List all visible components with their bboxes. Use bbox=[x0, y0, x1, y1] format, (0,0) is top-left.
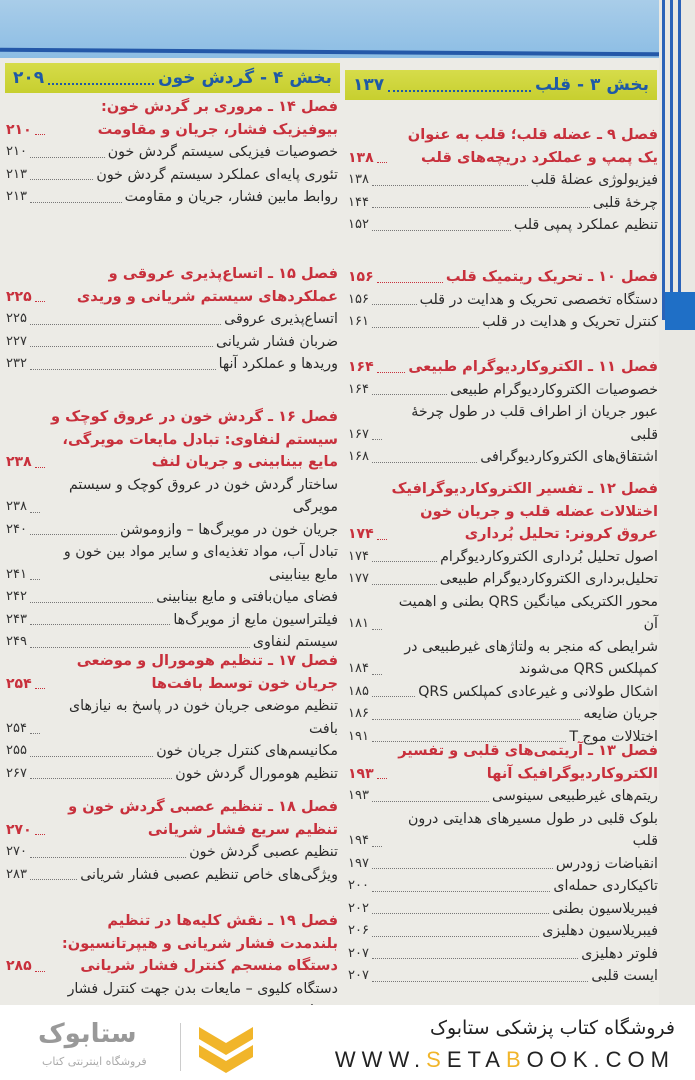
section-entry-title: ضربان فشار شریانی bbox=[216, 333, 338, 350]
page-number: ۱۹۴ bbox=[348, 833, 369, 848]
page-number: ۲۳۸ bbox=[6, 454, 32, 470]
page-number: ۱۳۸ bbox=[348, 149, 374, 166]
section-entry-title: روابط مابین فشار، جریان و مقاومت bbox=[124, 189, 338, 205]
store-name: فروشگاه کتاب پزشکی ستابوک bbox=[429, 1017, 675, 1039]
chapter-entry-title: فصل ۱۲ ـ تفسیر الکتروکاردیوگرافیک اختلالات عضله قلب و جریان خون عروق کرونر: تحلیل بُرداری bbox=[391, 480, 658, 542]
page-number: ۲۰۷ bbox=[348, 968, 369, 983]
section-entry-title: دستگاه تخصصی تحریک و هدایت در قلب bbox=[419, 291, 658, 308]
section-entry[interactable] bbox=[6, 164, 338, 187]
section-entry-title: ساختار گردش خون در عروق کوچک و سیستم مویرگی bbox=[68, 476, 338, 515]
section-entry-title: وریدها و عملکرد آنها bbox=[218, 356, 338, 372]
section-entry-title: فیزیولوژی عضلهٔ قلب bbox=[530, 172, 658, 188]
dot-leader bbox=[377, 372, 406, 373]
section-entry[interactable] bbox=[348, 214, 658, 237]
page-number: ۲۲۵ bbox=[6, 288, 32, 305]
chapter-block bbox=[6, 263, 338, 376]
section-entry[interactable] bbox=[6, 141, 338, 164]
section-entry[interactable] bbox=[348, 875, 658, 898]
dot-leader bbox=[377, 282, 443, 283]
section-entry-title: تئوری پایه‌ای عملکرد سیستم گردش خون bbox=[96, 166, 338, 183]
section-entry-title: تنظیم عملکرد پمپی قلب bbox=[513, 217, 658, 233]
section-entry[interactable] bbox=[6, 740, 338, 763]
dot-leader bbox=[35, 971, 45, 972]
section-entry[interactable] bbox=[6, 353, 338, 376]
section-entry-title: سیستم لنفاوی bbox=[252, 634, 338, 650]
section-entry[interactable] bbox=[6, 541, 338, 586]
dot-leader bbox=[372, 185, 528, 186]
section-entry-title: کنترل تحریک و هدایت در قلب bbox=[482, 314, 658, 330]
section-entry-title: ریتم‌های غیرطبیعی سینوسی bbox=[492, 788, 658, 804]
dot-leader bbox=[372, 304, 417, 305]
dot-leader bbox=[30, 324, 221, 325]
section-entry-title: تبادل آب، مواد تغذیه‌ای و سایر مواد بین خون و مایع بینابینی bbox=[63, 544, 338, 583]
chapter-entry-title: فصل ۱۷ ـ تنظیم هومورال و موضعی جریان خون توسط بافت‌ها bbox=[76, 652, 338, 692]
page-number: ۲۳۸ bbox=[6, 499, 27, 514]
section-entry-title: ایست قلبی bbox=[591, 968, 658, 984]
page-number: ۲۱۳ bbox=[6, 189, 27, 204]
dot-leader bbox=[372, 958, 578, 959]
chapter-entry[interactable] bbox=[348, 266, 658, 289]
page-number: ۲۱۰ bbox=[6, 144, 27, 159]
section-entry-title: تاکیکاردی حمله‌ای bbox=[553, 878, 658, 894]
section-entry-title: فضای میان‌بافتی و مایع بینابینی bbox=[156, 589, 338, 605]
page-number: ۲۰۲ bbox=[348, 900, 369, 916]
section-entry-title: اشکال طولانی و غیرعادی کمپلکس QRS bbox=[418, 683, 658, 700]
page-number: ۱۷۷ bbox=[348, 571, 369, 586]
page-number: ۱۵۶ bbox=[348, 291, 369, 307]
section-entry[interactable] bbox=[348, 169, 658, 192]
dot-leader bbox=[30, 534, 117, 535]
page-number: ۱۶۴ bbox=[348, 359, 374, 375]
chapter-entry[interactable] bbox=[6, 96, 338, 141]
dot-leader bbox=[30, 733, 40, 734]
page-number: ۱۶۱ bbox=[348, 314, 369, 329]
section-entry[interactable] bbox=[6, 763, 338, 786]
dot-leader bbox=[35, 301, 45, 302]
chapter-block bbox=[6, 96, 338, 209]
page-number: ۲۰۶ bbox=[348, 923, 369, 938]
part-page: ۲۰۹ bbox=[13, 68, 45, 88]
dot-leader bbox=[30, 346, 213, 347]
chapter-entry-title: فصل ۱۹ ـ نقش کلیه‌ها در تنظیم بلندمدت فشار شریانی و هیپرتانسیون: دستگاه منسجم کنترل فشار شریانی bbox=[61, 912, 338, 974]
page-number: ۱۸۵ bbox=[348, 683, 369, 699]
chapter-block bbox=[6, 796, 338, 886]
dot-leader bbox=[30, 202, 122, 203]
chapter-entry-title: فصل ۱۳ ـ آریتمی‌های قلبی و تفسیر الکتروکاردیوگرافیک آنها bbox=[398, 742, 658, 782]
chapter-block bbox=[348, 740, 658, 988]
page-edge-tab bbox=[659, 0, 695, 1005]
section-entry-title: فلوتر دهلیزی bbox=[581, 945, 658, 962]
dot-leader bbox=[30, 179, 93, 180]
dot-leader bbox=[372, 981, 588, 982]
page-number: ۲۴۹ bbox=[6, 634, 27, 649]
page-number: ۲۴۰ bbox=[6, 521, 27, 537]
section-entry[interactable] bbox=[348, 192, 658, 215]
section-entry[interactable] bbox=[348, 853, 658, 876]
page-number: ۲۷۰ bbox=[6, 844, 27, 859]
chapter-entry-title: فصل ۹ ـ عضله قلب؛ قلب به عنوان یک پمپ و عملکرد دریچه‌های قلب bbox=[407, 126, 658, 166]
dot-leader bbox=[372, 439, 382, 440]
section-entry-title: اصول تحلیل بُرداری الکتروکاردیوگرام bbox=[440, 548, 658, 565]
section-entry[interactable] bbox=[348, 636, 658, 681]
section-entry[interactable] bbox=[348, 568, 658, 591]
dot-leader bbox=[30, 579, 40, 580]
section-entry[interactable] bbox=[348, 703, 658, 726]
chapter-entry-title: فصل ۱۴ ـ مروری بر گردش خون: بیوفیزیک فشار، جریان و مقاومت bbox=[97, 98, 338, 138]
section-entry[interactable] bbox=[6, 519, 338, 542]
dot-leader bbox=[30, 879, 77, 880]
dot-leader bbox=[372, 846, 382, 847]
dot-leader bbox=[372, 207, 590, 208]
page-number: ۱۶۴ bbox=[348, 381, 369, 397]
chapter-entry[interactable] bbox=[6, 796, 338, 841]
page-number: ۱۵۶ bbox=[348, 269, 374, 285]
dot-leader bbox=[377, 162, 387, 163]
page-number: ۲۵۵ bbox=[6, 743, 27, 758]
section-entry[interactable] bbox=[348, 379, 658, 402]
section-entry[interactable] bbox=[6, 841, 338, 864]
section-entry-title: اشتقاق‌های الکتروکاردیوگرافی bbox=[480, 449, 658, 465]
section-tab-marker bbox=[665, 292, 695, 330]
page-number: ۲۴۳ bbox=[6, 611, 27, 627]
page-number: ۱۹۱ bbox=[348, 728, 369, 744]
chapter-entry[interactable] bbox=[6, 910, 338, 978]
section-entry[interactable] bbox=[348, 785, 658, 808]
page-number: ۲۸۵ bbox=[6, 958, 32, 974]
toc-column-right bbox=[348, 0, 658, 1005]
dot-leader bbox=[372, 462, 477, 463]
page-number: ۲۴۲ bbox=[6, 589, 27, 604]
page-number: ۱۹۳ bbox=[348, 788, 369, 803]
page-number: ۱۶۸ bbox=[348, 449, 369, 464]
page-number: ۲۰۷ bbox=[348, 945, 369, 961]
dot-leader bbox=[377, 539, 387, 540]
edge-line bbox=[678, 0, 681, 320]
page-number: ۲۰۰ bbox=[348, 878, 369, 893]
dot-leader bbox=[30, 157, 105, 158]
dot-leader bbox=[35, 688, 45, 689]
section-entry-title: اختلالات موج T bbox=[569, 728, 658, 745]
section-entry[interactable] bbox=[6, 331, 338, 354]
section-entry-title: بلوک قلبی در طول مسیرهای هدایتی درون قلب bbox=[407, 810, 658, 849]
chapter-block bbox=[348, 478, 658, 748]
dot-leader bbox=[372, 327, 479, 328]
chapter-entry[interactable] bbox=[6, 263, 338, 308]
section-entry[interactable] bbox=[6, 474, 338, 519]
section-entry[interactable] bbox=[348, 446, 658, 469]
chapter-block bbox=[6, 650, 338, 785]
section-entry-title: شرایطی که منجر به ولتاژهای غیرطبیعی در کمپلکس QRS می‌شوند bbox=[404, 638, 658, 677]
page-number: ۲۸۳ bbox=[6, 866, 27, 882]
section-entry-title: تنظیم موضعی جریان خون در پاسخ به نیازهای بافت bbox=[69, 698, 338, 737]
chapter-entry[interactable] bbox=[348, 124, 658, 169]
chapter-block bbox=[348, 124, 658, 237]
page-number: ۱۹۷ bbox=[348, 855, 369, 871]
chapter-block bbox=[348, 356, 658, 469]
store-url[interactable] bbox=[335, 1047, 675, 1073]
section-entry[interactable] bbox=[6, 695, 338, 740]
section-entry-title: چرخهٔ قلبی bbox=[592, 194, 658, 211]
page-number: ۱۳۸ bbox=[348, 172, 369, 187]
dot-leader bbox=[372, 891, 550, 892]
page-number: ۱۹۳ bbox=[348, 765, 374, 782]
section-entry[interactable] bbox=[348, 898, 658, 921]
chapter-entry[interactable] bbox=[348, 356, 658, 379]
dot-leader bbox=[372, 936, 539, 937]
section-entry[interactable] bbox=[348, 920, 658, 943]
section-entry[interactable] bbox=[6, 186, 338, 209]
part-page: ۱۳۷ bbox=[353, 75, 385, 95]
dot-leader bbox=[372, 629, 382, 630]
part-title: بخش ۳ - قلب bbox=[535, 75, 649, 95]
dot-leader bbox=[372, 674, 382, 675]
section-entry[interactable] bbox=[6, 586, 338, 609]
url-part: S bbox=[426, 1047, 447, 1072]
section-entry-title: فیلتراسیون مایع از مویرگ‌ها bbox=[173, 611, 338, 628]
dot-leader bbox=[30, 369, 216, 370]
page-number: ۲۵۴ bbox=[6, 720, 27, 736]
section-entry-title: عبور جریان از اطراف قلب در طول چرخهٔ قلبی bbox=[411, 404, 658, 443]
section-entry-title: فیبریلاسیون دهلیزی bbox=[542, 923, 658, 939]
dot-leader bbox=[30, 624, 170, 625]
part-title: بخش ۴ - گردش خون bbox=[158, 68, 332, 88]
section-entry[interactable] bbox=[348, 965, 658, 988]
dot-leader bbox=[377, 778, 387, 779]
dot-leader bbox=[372, 584, 437, 585]
section-entry-title: تحلیل‌برداری الکتروکاردیوگرام طبیعی bbox=[439, 571, 658, 587]
chapter-entry-title: فصل ۱۸ ـ تنظیم عصبی گردش خون و تنظیم سریع فشار شریانی bbox=[68, 798, 338, 838]
page-number: ۲۱۰ bbox=[6, 121, 32, 138]
page-number: ۲۷۰ bbox=[6, 821, 32, 838]
page-number: ۲۴۱ bbox=[6, 566, 27, 582]
edge-line bbox=[662, 0, 665, 320]
section-entry-title: خصوصیات فیزیکی سیستم گردش خون bbox=[107, 144, 338, 160]
chapter-entry[interactable] bbox=[348, 740, 658, 785]
dot-leader bbox=[30, 602, 153, 603]
dot-leader bbox=[30, 857, 186, 858]
dot-leader bbox=[35, 134, 45, 135]
page-number: ۲۱۳ bbox=[6, 166, 27, 182]
page-number: ۱۸۶ bbox=[348, 706, 369, 721]
section-entry-title: انقباضات زودرس bbox=[555, 855, 658, 872]
section-entry[interactable] bbox=[348, 311, 658, 334]
section-entry[interactable] bbox=[348, 289, 658, 312]
section-entry[interactable] bbox=[6, 308, 338, 331]
dot-leader bbox=[30, 778, 172, 779]
section-entry-title: اتساع‌پذیری عروقی bbox=[224, 311, 338, 327]
section-entry[interactable] bbox=[348, 591, 658, 636]
chapter-entry-title: فصل ۱۰ ـ تحریک ریتمیک قلب bbox=[445, 268, 658, 285]
section-entry-title: محور الکتریکی میانگین QRS بطنی و اهمیت آن bbox=[398, 593, 658, 632]
dot-leader bbox=[30, 647, 250, 648]
section-entry[interactable] bbox=[348, 681, 658, 704]
chapter-entry-title: فصل ۱۶ ـ گردش خون در عروق کوچک و سیستم لنفاوی: تبادل مایعات مویرگی، مایع بینابینی و جریان لنف bbox=[51, 408, 338, 470]
chapter-entry[interactable] bbox=[6, 406, 338, 474]
page-number: ۱۷۴ bbox=[348, 526, 374, 542]
chapter-entry-title: فصل ۱۵ ـ اتساع‌پذیری عروقی و عملکردهای سیستم شریانی و وریدی bbox=[76, 265, 338, 305]
page-number: ۱۸۱ bbox=[348, 616, 369, 631]
section-entry-title: دستگاه کلیوی – مایعات بدن جهت کنترل فشار bbox=[67, 980, 338, 997]
dot-leader bbox=[372, 719, 580, 720]
section-entry-title: ویژگی‌های خاص تنظیم عصبی فشار شریانی bbox=[80, 866, 338, 883]
logo-tagline: فروشگاه اینترنتی کتاب bbox=[42, 1055, 147, 1068]
chapter-entry[interactable] bbox=[348, 478, 658, 546]
logo-divider bbox=[180, 1023, 181, 1071]
dot-leader bbox=[372, 801, 489, 802]
section-entry[interactable] bbox=[348, 546, 658, 569]
section-entry-title: خصوصیات الکتروکاردیوگرام طبیعی bbox=[450, 381, 658, 398]
url-part: WWW. bbox=[334, 1047, 427, 1072]
page-number: ۱۵۲ bbox=[348, 217, 369, 232]
page-number: ۲۲۵ bbox=[6, 311, 27, 326]
dot-leader bbox=[372, 230, 511, 231]
chapter-entry-title: فصل ۱۱ ـ الکتروکاردیوگرام طبیعی bbox=[408, 358, 658, 375]
dot-leader bbox=[30, 756, 153, 757]
store-footer bbox=[0, 1005, 695, 1080]
dot-leader bbox=[372, 394, 447, 395]
section-entry[interactable] bbox=[6, 864, 338, 887]
section-entry-title: تنظیم هومورال گردش خون bbox=[175, 765, 338, 782]
page-number: ۲۳۲ bbox=[6, 356, 27, 371]
dot-leader bbox=[372, 696, 415, 697]
setabook-logo-icon bbox=[195, 1023, 257, 1073]
section-entry[interactable] bbox=[348, 943, 658, 966]
page-number: ۲۵۴ bbox=[6, 675, 32, 692]
section-entry-title: جریان خون در مویرگ‌ها – وازوموشن bbox=[120, 521, 338, 538]
page-number: ۲۲۷ bbox=[6, 333, 27, 349]
page-number: ۱۶۷ bbox=[348, 426, 369, 442]
url-part: B bbox=[505, 1047, 527, 1072]
section-entry-title: مکانیسم‌های کنترل جریان خون bbox=[156, 743, 338, 759]
dot-leader bbox=[35, 834, 45, 835]
page-number: ۱۸۴ bbox=[348, 661, 369, 676]
page-number: ۱۴۴ bbox=[348, 194, 369, 210]
chapter-block bbox=[6, 406, 338, 654]
section-entry-title: فیبریلاسیون بطنی bbox=[552, 900, 658, 917]
toc-column-left bbox=[6, 0, 338, 1005]
section-entry[interactable] bbox=[348, 401, 658, 446]
section-entry-title: جریان ضایعه bbox=[583, 706, 658, 722]
chapter-entry[interactable] bbox=[6, 650, 338, 695]
edge-line bbox=[670, 0, 673, 320]
logo-wordmark: ستابوک bbox=[38, 1019, 137, 1049]
dot-leader bbox=[372, 913, 549, 914]
chapter-block bbox=[348, 266, 658, 334]
section-entry[interactable] bbox=[348, 808, 658, 853]
url-part: ETA bbox=[446, 1047, 506, 1072]
dot-leader bbox=[372, 868, 553, 869]
page-number: ۲۶۷ bbox=[6, 765, 27, 781]
dot-leader bbox=[35, 467, 45, 468]
dot-leader bbox=[30, 512, 40, 513]
url-part: OOK.COM bbox=[526, 1047, 675, 1072]
section-entry-title: تنظیم عصبی گردش خون bbox=[189, 844, 338, 860]
section-entry[interactable] bbox=[6, 609, 338, 632]
page-number: ۱۷۴ bbox=[348, 548, 369, 564]
dot-leader bbox=[372, 561, 437, 562]
